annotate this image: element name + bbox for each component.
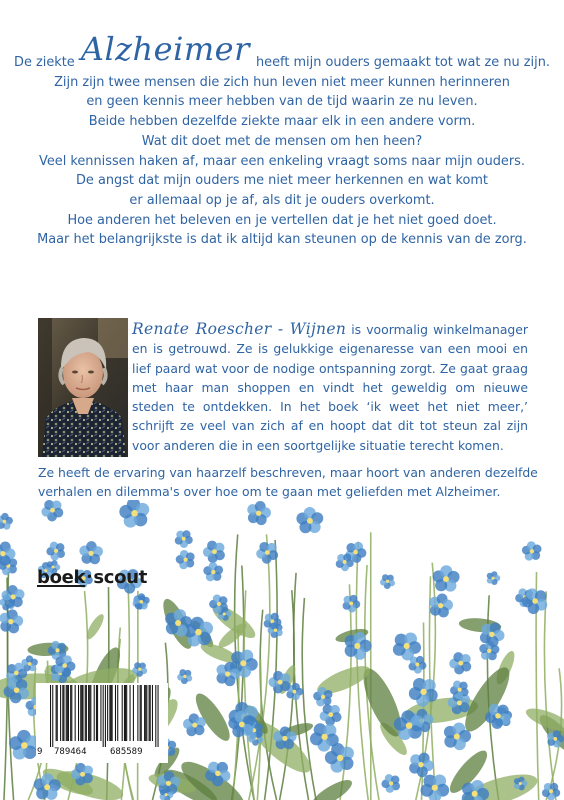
blurb-line: en geen kennis meer hebben van de tijd waarin ze nu leven. [86,94,478,110]
forget-me-not-flower [0,609,23,633]
barcode-bar [112,685,113,741]
barcode-bar [89,685,90,741]
blurb-line: Veel kennissen haken af, maar een enkeling vraagt soms naar mijn ouders. [39,153,525,169]
barcode-bar [105,685,106,747]
barcode-bar [68,685,69,741]
forget-me-not-flower [487,571,501,585]
publisher-logo-dot: • [86,572,93,583]
barcode-bar [52,685,53,747]
forget-me-not-flower [269,671,291,694]
author-name-script: Renate Roescher - Wijnen [132,320,347,338]
barcode-bar [124,685,125,741]
forget-me-not-flower [296,507,323,533]
barcode-bar [107,685,108,741]
forget-me-not-flower [0,513,13,530]
author-portrait-image [38,318,128,457]
forget-me-not-flower [522,541,542,560]
forget-me-not-flower [46,542,65,561]
barcode-bar [144,685,145,741]
author-bio [132,320,528,455]
forget-me-not-flower [336,553,354,571]
forget-me-not-flower [433,565,460,591]
forget-me-not-flower [21,655,37,671]
barcode-bar [130,685,131,741]
forget-me-not-flower [177,669,192,684]
barcode-bar [145,685,146,741]
barcode-bar [71,685,72,741]
barcode-bar [110,685,111,741]
blurb-line: Hoe anderen het beleven en je vertellen dat je het niet goed doet. [67,212,497,228]
barcode-bar [63,685,64,741]
barcode-bar [66,685,67,741]
forget-me-not-flower [176,550,195,569]
barcode-bar [100,685,101,741]
barcode-bar [82,685,83,741]
author-photo [38,318,128,457]
barcode-bar [85,685,86,741]
forget-me-not-flower [421,775,450,800]
blurb-line: er allemaal op je af, als dit je ouders overkomt. [129,192,435,208]
barcode-bar [67,685,68,741]
barcode-bar [126,685,127,741]
forget-me-not-flower [119,500,149,528]
forget-me-not-flower [203,562,223,581]
forget-me-not-flower [380,574,395,589]
isbn-barcode [36,683,168,763]
forget-me-not-flower [175,530,193,548]
barcode-bar [96,685,97,741]
bio-line: Ze heeft de ervaring van haarzelf beschreven, maar hoort van anderen dezelfde [38,465,538,480]
forget-me-not-flower [209,595,228,614]
barcode-bar [50,685,51,747]
barcode-bar [140,685,141,741]
barcode-bar [78,685,79,741]
forget-me-not-flower [320,704,342,726]
isbn-digit-lead: 9 [37,747,43,757]
barcode-bar [97,685,98,741]
barcode-bar [155,685,156,747]
forget-me-not-flower [381,774,400,793]
barcode-bar [150,685,151,741]
isbn-digits-left: 789464 [54,747,87,757]
barcode-bar [60,685,61,741]
publisher-logo-right: scout [93,567,147,588]
barcode-bar [56,685,57,741]
barcode-bar [141,685,142,741]
barcode-bar [152,685,153,741]
forget-me-not-flower [393,632,421,660]
barcode-bar [109,685,110,741]
blurb-line: Zijn zijn twee mensen die zich hun leven niet meer kunnen herinneren [54,74,510,90]
blurb-line: De angst dat mijn ouders me niet meer herkennen en wat komt [76,173,488,189]
barcode-bar [88,685,89,741]
blurb-line: Maar het belangrijkste is dat ik altijd kan steunen op de kennis van de zorg. [37,232,527,248]
blurb-text [14,30,550,250]
barcode-bar [57,685,58,741]
blurb-line-end: heeft mijn ouders gemaakt tot wat ze nu zijn. [256,55,550,70]
forget-me-not-flower [1,585,24,608]
flower-stem [265,540,278,800]
barcode-bar [81,685,82,741]
bio-line: verhalen en dilemma's over hoe om te gaan met geliefden met Alzheimer. [38,484,501,500]
forget-me-not-flower [203,541,225,563]
forget-me-not-flower [247,501,271,525]
barcode-bar [103,685,104,747]
barcode-bar [115,685,116,741]
blurb-line-start: De ziekte [14,55,75,70]
blurb-line: Beide hebben dezelfde ziekte maar elk in een andere vorm. [88,114,476,130]
author-bio-text: is voormalig winkelmanager en is getrouwd. Ze is gelukkige eigenaresse van een mooi en lief paard wat voor de nodige ontspanning zorgt. Ze gaat graag met haar man shoppen en vindt het geweldig om nieuwe steden te ontdekken. In het boek ‘ik weet het niet meer,’ schrijft ze veel van zich af en hoopt dat dit tot steun zal zijn voor anderen die in een soortgelijke situatie terecht komen. [132,322,529,453]
barcode-bar [122,685,123,741]
barcode-bar [133,685,134,741]
author-bio-continued [38,463,538,502]
barcode-bar [86,685,87,741]
forget-me-not-flower [542,783,560,800]
isbn-digits-right: 685589 [110,747,143,757]
barcode-bars [40,685,164,747]
blurb-line [14,30,550,73]
forget-me-not-flower [449,652,471,674]
barcode-bar [146,685,147,741]
barcode-bar [94,685,95,741]
forget-me-not-flower [345,632,372,660]
forget-me-not-flower [429,593,453,617]
forget-me-not-flower [133,593,150,609]
barcode-bar [75,685,76,741]
forget-me-not-flower [343,595,361,613]
barcode-bar [70,685,71,741]
barcode-bar [62,685,63,741]
barcode-bar [125,685,126,741]
barcode-bar [117,685,118,741]
barcode-bar [137,685,138,741]
barcode-bar [158,685,159,747]
barcode-bar [80,685,81,741]
barcode-bar [90,685,91,741]
blurb-line: Wat dit doet met de mensen om hen heen? [141,133,423,149]
publisher-logo [37,567,147,588]
publisher-logo-left: boek [37,567,86,588]
forget-me-not-flower [79,541,103,564]
forget-me-not-flower [256,542,278,564]
forget-me-not-flower [41,500,63,521]
barcode-bar [149,685,150,741]
alzheimer-script-word: Alzheimer [80,30,250,68]
forget-me-not-flower [409,753,433,778]
